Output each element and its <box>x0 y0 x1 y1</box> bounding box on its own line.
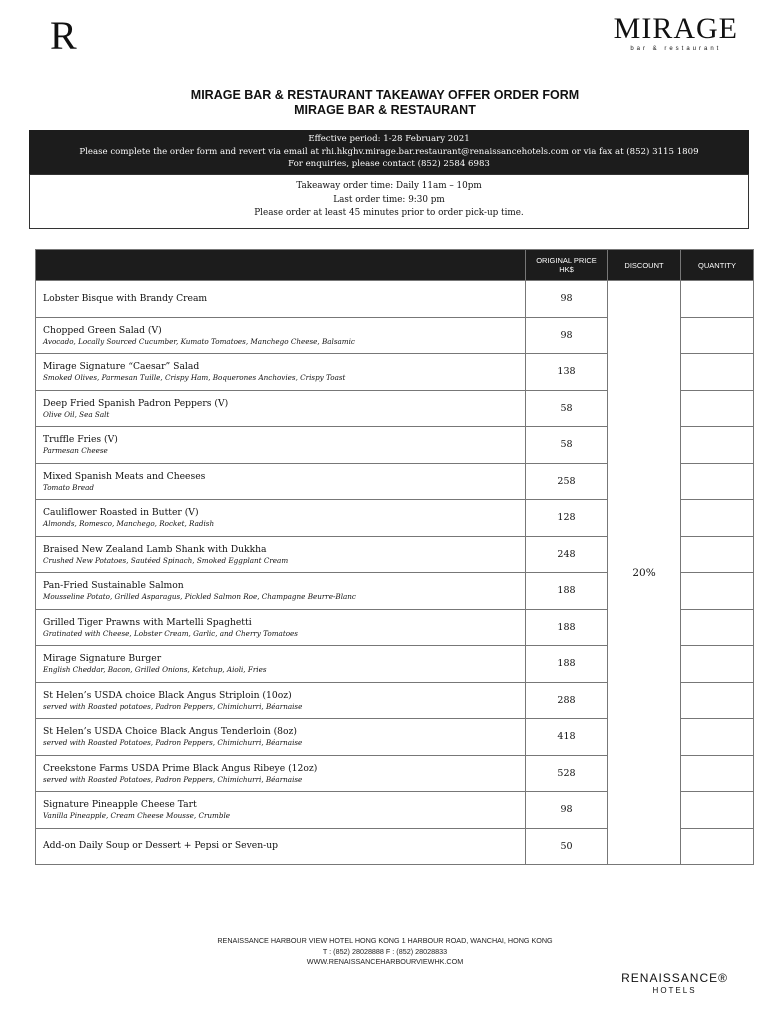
header-item <box>36 250 526 281</box>
discount-cell: 20% <box>608 281 681 865</box>
menu-item-cell <box>36 828 526 865</box>
menu-item-cell <box>36 646 526 683</box>
menu-item-price: 418 <box>526 719 608 756</box>
info-banner <box>29 130 749 174</box>
menu-item-description: served with Roasted potatoes, Padron Peppers, Chimichurri, Béarnaise <box>43 701 303 711</box>
quantity-input-cell[interactable] <box>681 719 754 756</box>
takeaway-order-time: Takeaway order time: Daily 11am – 10pm <box>296 181 482 191</box>
menu-item-cell <box>36 682 526 719</box>
menu-item-description: served with Roasted Potatoes, Padron Peppers, Chimichurri, Béarnaise <box>43 774 303 784</box>
quantity-input-cell[interactable] <box>681 646 754 683</box>
header-quantity: QUANTITY <box>681 250 754 281</box>
renaissance-logo-sub: HOTELS <box>652 986 697 995</box>
quantity-input-cell[interactable] <box>681 427 754 464</box>
menu-item-name: Add-on Daily Soup or Dessert + Pepsi or Seven-up <box>43 840 279 852</box>
menu-item-cell <box>36 463 526 500</box>
quantity-input-cell[interactable] <box>681 354 754 391</box>
header-price-label: ORIGINAL PRICE <box>536 256 597 265</box>
last-order-time: Last order time: 9:30 pm <box>333 194 445 205</box>
quantity-input-cell[interactable] <box>681 390 754 427</box>
menu-item-price: 138 <box>526 354 608 391</box>
menu-item-name: Pan-Fried Sustainable Salmon <box>43 580 184 592</box>
quantity-input-cell[interactable] <box>681 500 754 537</box>
menu-item-name: St Helen’s USDA Choice Black Angus Tenderloin (8oz) <box>43 726 297 738</box>
menu-item-description: Tomato Bread <box>43 482 95 492</box>
menu-item-description: Olive Oil, Sea Salt <box>43 409 110 419</box>
menu-item-cell <box>36 792 526 829</box>
menu-item-price: 248 <box>526 536 608 573</box>
menu-item-cell <box>36 317 526 354</box>
order-time-box <box>29 174 749 229</box>
quantity-input-cell[interactable] <box>681 463 754 500</box>
menu-item-name: Mirage Signature Burger <box>43 653 162 665</box>
header-discount: DISCOUNT <box>608 250 681 281</box>
quantity-input-cell[interactable] <box>681 609 754 646</box>
menu-item-description: served with Roasted Potatoes, Padron Peppers, Chimichurri, Béarnaise <box>43 738 303 748</box>
menu-rows <box>36 281 754 865</box>
menu-item-price: 528 <box>526 755 608 792</box>
menu-item-name: Braised New Zealand Lamb Shank with Dukkha <box>43 543 267 555</box>
menu-item-price: 50 <box>526 828 608 865</box>
menu-item-price: 128 <box>526 500 608 537</box>
menu-item-description: Avocado, Locally Sourced Cucumber, Kumato Tomatoes, Manchego Cheese, Balsamic <box>43 336 355 346</box>
table-header-row <box>36 250 754 281</box>
menu-item-description: Vanilla Pineapple, Cream Cheese Mousse, Crumble <box>43 811 231 821</box>
header-original-price <box>526 250 608 281</box>
footer-address: RENAISSANCE HARBOUR VIEW HOTEL HONG KONG 1 HARBOUR ROAD, WANCHAI, HONG KONG <box>217 936 553 945</box>
menu-item-price: 58 <box>526 390 608 427</box>
menu-item-name: Lobster Bisque with Brandy Cream <box>43 292 208 304</box>
menu-item-name: Grilled Tiger Prawns with Martelli Spaghetti <box>43 616 252 628</box>
effective-period: Effective period: 1-28 February 2021 <box>308 134 470 144</box>
order-table <box>35 249 754 865</box>
renaissance-logo-text: RENAISSANCE® <box>621 971 728 985</box>
quantity-input-cell[interactable] <box>681 792 754 829</box>
menu-item-description: Almonds, Romesco, Manchego, Rocket, Radish <box>43 519 215 529</box>
order-instructions: Please complete the order form and revert via email at rhi.hkghv.mirage.bar.restaurant@renaissancehotels.com or via fax at (852) 3115 1809 <box>79 146 699 157</box>
menu-item-cell <box>36 609 526 646</box>
menu-item-price: 188 <box>526 609 608 646</box>
menu-item-cell <box>36 354 526 391</box>
menu-item-cell <box>36 755 526 792</box>
menu-item-price: 258 <box>526 463 608 500</box>
menu-item-description: Parmesan Cheese <box>43 446 108 456</box>
menu-item-name: Cauliflower Roasted in Butter (V) <box>43 507 199 519</box>
renaissance-hotels-logo <box>621 972 728 996</box>
menu-item-name: Signature Pineapple Cheese Tart <box>43 799 197 811</box>
menu-item-price: 188 <box>526 646 608 683</box>
quantity-input-cell[interactable] <box>681 755 754 792</box>
menu-item-name: Creekstone Farms USDA Prime Black Angus Ribeye (12oz) <box>43 762 318 774</box>
quantity-input-cell[interactable] <box>681 828 754 865</box>
page-title <box>0 88 770 117</box>
quantity-input-cell[interactable] <box>681 281 754 318</box>
menu-item-description: Crushed New Potatoes, Sautéed Spinach, Smoked Eggplant Cream <box>43 555 289 565</box>
enquiries-contact: For enquiries, please contact (852) 2584 6983 <box>288 159 490 169</box>
menu-item-name: St Helen’s USDA choice Black Angus Striploin (10oz) <box>43 689 292 701</box>
menu-item-name: Truffle Fries (V) <box>43 434 118 446</box>
menu-item-price: 98 <box>526 792 608 829</box>
mirage-logo <box>614 14 738 53</box>
header-price-currency: HK$ <box>559 265 574 274</box>
menu-item-price: 288 <box>526 682 608 719</box>
mirage-logo-text: MIRAGE <box>613 12 738 45</box>
menu-item-cell <box>36 573 526 610</box>
menu-item-name: Mirage Signature “Caesar” Salad <box>43 361 200 373</box>
menu-item-cell <box>36 500 526 537</box>
renaissance-r-logo: R <box>50 13 77 58</box>
title-line-1: MIRAGE BAR & RESTAURANT TAKEAWAY OFFER ORDER FORM <box>190 88 580 102</box>
quantity-input-cell[interactable] <box>681 682 754 719</box>
menu-item-cell <box>36 390 526 427</box>
menu-item-description: English Cheddar, Bacon, Grilled Onions, Ketchup, Aioli, Fries <box>43 665 267 675</box>
menu-item-description: Gratinated with Cheese, Lobster Cream, Garlic, and Cherry Tomatoes <box>43 628 298 638</box>
menu-item-name: Deep Fried Spanish Padron Peppers (V) <box>43 397 229 409</box>
footer-website[interactable]: WWW.RENAISSANCEHARBOURVIEWHK.COM <box>306 957 464 966</box>
menu-item-price: 58 <box>526 427 608 464</box>
table-row <box>36 281 754 318</box>
quantity-input-cell[interactable] <box>681 536 754 573</box>
menu-item-cell <box>36 281 526 318</box>
footer-phone: T : (852) 28028888 F : (852) 28028833 <box>322 946 448 956</box>
footer <box>0 936 770 968</box>
advance-notice: Please order at least 45 minutes prior to order pick-up time. <box>254 208 524 218</box>
menu-item-price: 98 <box>526 317 608 354</box>
menu-item-name: Mixed Spanish Meats and Cheeses <box>43 470 206 482</box>
menu-item-description: Mousseline Potato, Grilled Asparagus, Pickled Salmon Roe, Champagne Beurre-Blanc <box>43 592 356 602</box>
menu-item-cell <box>36 536 526 573</box>
quantity-input-cell[interactable] <box>681 573 754 610</box>
title-line-2: MIRAGE BAR & RESTAURANT <box>294 102 476 117</box>
menu-item-price: 188 <box>526 573 608 610</box>
menu-item-price: 98 <box>526 281 608 318</box>
menu-item-cell <box>36 427 526 464</box>
mirage-logo-sub: bar & restaurant <box>630 46 722 52</box>
menu-item-name: Chopped Green Salad (V) <box>43 324 162 336</box>
menu-item-cell <box>36 719 526 756</box>
menu-item-description: Smoked Olives, Parmesan Tuille, Crispy Ham, Boquerones Anchovies, Crispy Toast <box>43 373 346 383</box>
quantity-input-cell[interactable] <box>681 317 754 354</box>
